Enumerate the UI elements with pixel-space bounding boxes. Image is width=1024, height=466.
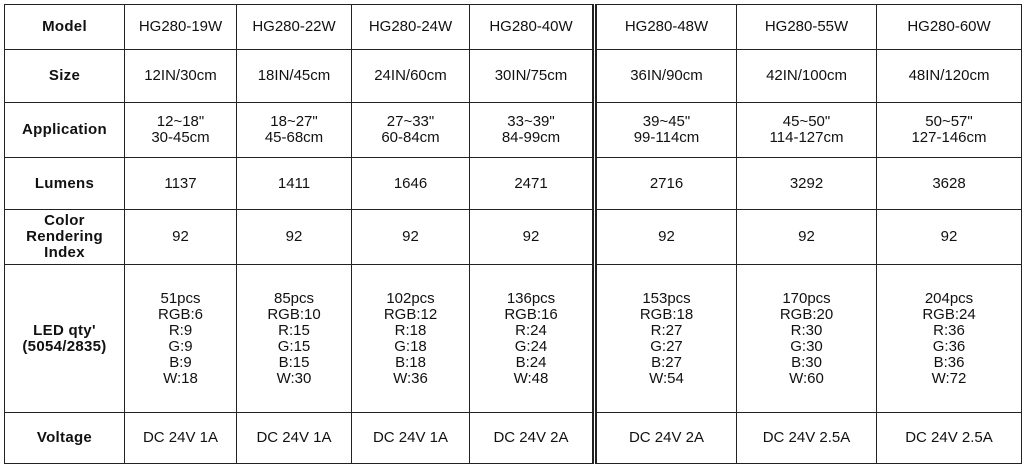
row-model (5, 5, 1022, 50)
led-w: W:18 (163, 369, 198, 387)
label-model: Model (5, 5, 125, 50)
cell-model: HG280-60W (877, 5, 1022, 50)
cell-voltage: DC 24V 2.5A (737, 413, 877, 464)
cell-cri: 92 (737, 210, 877, 265)
cell-lumens: 2471 (470, 158, 595, 210)
cell-led (125, 265, 237, 413)
led-r: R:24 (515, 321, 547, 339)
led-total: 102pcs (386, 289, 435, 307)
cell-voltage: DC 24V 2A (595, 413, 737, 464)
row-voltage (5, 413, 1022, 464)
cell-lumens: 1646 (352, 158, 470, 210)
led-g: G:15 (277, 337, 311, 355)
label-cri (5, 210, 125, 265)
led-w: W:48 (513, 369, 549, 387)
cell-application (237, 103, 352, 158)
spec-table-container (4, 4, 1021, 463)
cell-size: 24IN/60cm (352, 50, 470, 103)
cell-voltage: DC 24V 2.5A (877, 413, 1022, 464)
led-b: B:30 (791, 353, 822, 371)
application-inch: 45~50" (782, 113, 831, 130)
led-r: R:9 (168, 321, 193, 339)
led-rgb: RGB:18 (639, 305, 694, 323)
cell-cri: 92 (237, 210, 352, 265)
cell-model: HG280-24W (352, 5, 470, 50)
cell-model: HG280-22W (237, 5, 352, 50)
led-g: G:24 (514, 337, 548, 355)
led-w: W:60 (789, 369, 824, 387)
row-application (5, 103, 1022, 158)
led-rgb: RGB:20 (779, 305, 834, 323)
cell-model: HG280-19W (125, 5, 237, 50)
led-r: R:36 (933, 321, 965, 339)
cell-voltage: DC 24V 1A (125, 413, 237, 464)
led-total: 170pcs (782, 289, 831, 307)
cell-model: HG280-40W (470, 5, 595, 50)
cell-cri: 92 (470, 210, 595, 265)
cell-lumens: 1411 (237, 158, 352, 210)
spec-table (4, 4, 1022, 464)
row-cri (5, 210, 1022, 265)
cell-size: 18IN/45cm (237, 50, 352, 103)
led-b: B:15 (278, 353, 310, 371)
led-b: B:24 (515, 353, 547, 371)
cell-cri: 92 (352, 210, 470, 265)
label-application: Application (5, 103, 125, 158)
cell-application (125, 103, 237, 158)
cell-application (595, 103, 737, 158)
cell-led (470, 265, 595, 413)
cell-led (595, 265, 737, 413)
cell-model: HG280-48W (595, 5, 737, 50)
label-cri-line: Rendering (26, 228, 103, 245)
led-rgb: RGB:24 (922, 305, 976, 323)
application-cm: 45-68cm (264, 129, 324, 146)
led-total: 136pcs (506, 289, 556, 307)
led-total: 153pcs (642, 289, 691, 307)
cell-application (352, 103, 470, 158)
cell-cri: 92 (125, 210, 237, 265)
cell-size: 42IN/100cm (737, 50, 877, 103)
cell-size: 48IN/120cm (877, 50, 1022, 103)
application-inch: 18~27" (270, 113, 318, 130)
cell-voltage: DC 24V 2A (470, 413, 595, 464)
cell-lumens: 3292 (737, 158, 877, 210)
application-cm: 127-146cm (911, 129, 987, 146)
led-rgb: RGB:16 (504, 305, 558, 323)
led-rgb: RGB:10 (267, 305, 321, 323)
label-led-line: LED qty' (33, 321, 96, 339)
led-w: W:54 (649, 369, 684, 387)
led-r: R:18 (394, 321, 427, 339)
label-led (5, 265, 125, 413)
row-led (5, 265, 1022, 413)
cell-cri: 92 (595, 210, 737, 265)
led-g: G:18 (394, 337, 427, 355)
cell-application (470, 103, 595, 158)
row-size (5, 50, 1022, 103)
led-total: 51pcs (160, 289, 201, 307)
application-inch: 33~39" (507, 113, 555, 130)
application-cm: 114-127cm (769, 129, 844, 146)
cell-voltage: DC 24V 1A (237, 413, 352, 464)
cell-size: 36IN/90cm (595, 50, 737, 103)
application-inch: 39~45" (642, 113, 691, 130)
cell-lumens: 1137 (125, 158, 237, 210)
led-w: W:30 (276, 369, 312, 387)
led-b: B:27 (651, 353, 682, 371)
led-r: R:27 (650, 321, 683, 339)
label-size: Size (5, 50, 125, 103)
led-g: G:27 (650, 337, 683, 355)
cell-led (352, 265, 470, 413)
row-lumens (5, 158, 1022, 210)
led-g: G:9 (168, 337, 193, 355)
led-total: 204pcs (924, 289, 974, 307)
application-inch: 12~18" (156, 113, 205, 130)
cell-size: 30IN/75cm (470, 50, 595, 103)
cell-application (737, 103, 877, 158)
led-w: W:72 (931, 369, 967, 387)
cell-voltage: DC 24V 1A (352, 413, 470, 464)
cell-model: HG280-55W (737, 5, 877, 50)
cell-lumens: 2716 (595, 158, 737, 210)
application-inch: 50~57" (925, 113, 973, 130)
led-r: R:30 (790, 321, 823, 339)
application-cm: 60-84cm (381, 129, 440, 146)
led-r: R:15 (278, 321, 310, 339)
label-cri-line: Color (44, 212, 85, 229)
label-led-line: (5054/2835) (22, 337, 107, 355)
application-inch: 27~33" (386, 113, 435, 130)
led-b: B:9 (169, 353, 192, 371)
cell-led (737, 265, 877, 413)
cell-cri: 92 (877, 210, 1022, 265)
application-cm: 30-45cm (151, 129, 210, 146)
cell-led (877, 265, 1022, 413)
cell-application (877, 103, 1022, 158)
led-total: 85pcs (273, 289, 315, 307)
cell-size: 12IN/30cm (125, 50, 237, 103)
application-cm: 84-99cm (501, 129, 561, 146)
label-cri-line: Index (44, 244, 85, 261)
label-lumens: Lumens (5, 158, 125, 210)
led-rgb: RGB:6 (157, 305, 203, 323)
led-rgb: RGB:12 (383, 305, 438, 323)
led-g: G:36 (932, 337, 966, 355)
led-b: B:18 (395, 353, 426, 371)
cell-lumens: 3628 (877, 158, 1022, 210)
label-voltage: Voltage (5, 413, 125, 464)
led-w: W:36 (393, 369, 428, 387)
led-b: B:36 (933, 353, 965, 371)
led-g: G:30 (790, 337, 823, 355)
cell-led (237, 265, 352, 413)
application-cm: 99-114cm (633, 129, 700, 146)
